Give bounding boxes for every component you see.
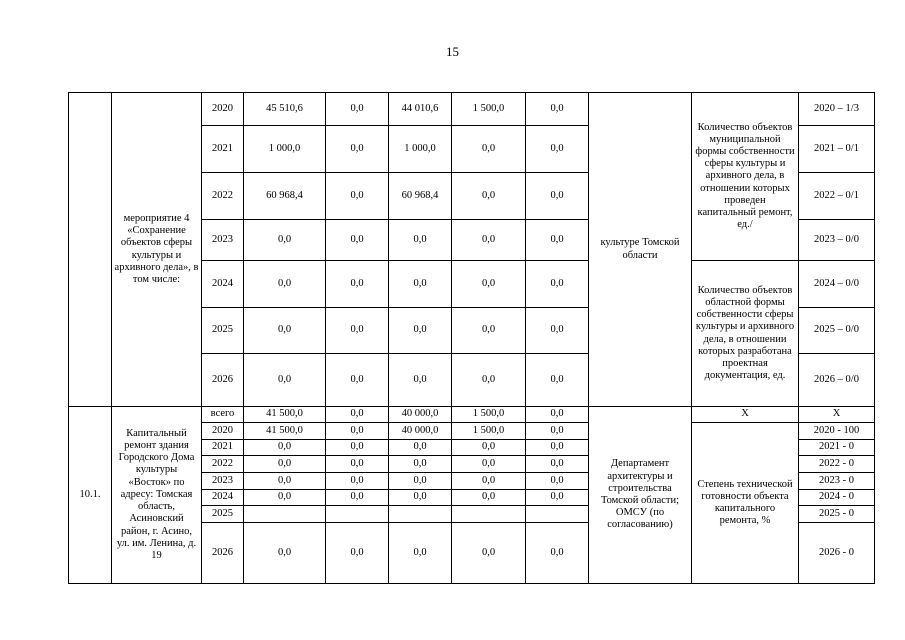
regional-cell: 0,0 <box>389 456 452 473</box>
federal-cell: 0,0 <box>326 407 389 423</box>
other-cell: 0,0 <box>526 93 589 126</box>
total-cell: 41 500,0 <box>244 423 326 440</box>
total-cell: 0,0 <box>244 523 326 584</box>
other-cell: 0,0 <box>526 423 589 440</box>
regional-cell: 60 968,4 <box>389 173 452 220</box>
local-cell: 0,0 <box>452 354 526 407</box>
indicator-value-cell: 2022 – 0/1 <box>799 173 875 220</box>
regional-cell: 0,0 <box>389 523 452 584</box>
page-number: 15 <box>446 44 459 59</box>
year-cell: 2026 <box>202 523 244 584</box>
local-cell: 1 500,0 <box>452 93 526 126</box>
local-cell: 0,0 <box>452 173 526 220</box>
indicator-value-cell: Х <box>799 407 875 423</box>
indicator-value-cell: 2024 - 0 <box>799 490 875 506</box>
local-cell: 0,0 <box>452 126 526 173</box>
executor-cell: культуре Томской области <box>589 93 692 407</box>
other-cell: 0,0 <box>526 220 589 261</box>
other-cell: 0,0 <box>526 173 589 220</box>
regional-cell: 44 010,6 <box>389 93 452 126</box>
year-cell: 2023 <box>202 473 244 490</box>
other-cell: 0,0 <box>526 523 589 584</box>
project-name-cell: Капитальный ремонт здания Городского Дома культуры «Восток» по адресу: Томская область, Асиновский район, г. Асино, ул. им. Ленина, д. 19 <box>112 407 202 584</box>
local-cell: 0,0 <box>452 308 526 354</box>
indicator-value-cell: 2022 - 0 <box>799 456 875 473</box>
federal-cell: 0,0 <box>326 473 389 490</box>
federal-cell: 0,0 <box>326 220 389 261</box>
local-cell: 0,0 <box>452 490 526 506</box>
local-cell: 1 500,0 <box>452 423 526 440</box>
indicator-cell: Количество объектов муниципальной формы собственности сферы культуры и архивного дела, в отношении которых проведен капитальный ремонт, ед./ <box>692 93 799 261</box>
regional-cell: 40 000,0 <box>389 423 452 440</box>
year-cell: 2026 <box>202 354 244 407</box>
indicator-value-cell: 2020 - 100 <box>799 423 875 440</box>
indicator-value-cell: 2025 - 0 <box>799 506 875 523</box>
year-cell: 2020 <box>202 423 244 440</box>
federal-cell: 0,0 <box>326 440 389 456</box>
other-cell: 0,0 <box>526 308 589 354</box>
other-cell: 0,0 <box>526 456 589 473</box>
federal-cell: 0,0 <box>326 354 389 407</box>
indicator-cell: Количество объектов областной формы собственности сферы культуры и архивного дела, в отношении которых разработана проектная документация, ед. <box>692 261 799 407</box>
total-cell: 0,0 <box>244 490 326 506</box>
other-cell: 0,0 <box>526 126 589 173</box>
total-cell: 45 510,6 <box>244 93 326 126</box>
federal-cell <box>326 506 389 523</box>
regional-cell: 40 000,0 <box>389 407 452 423</box>
year-cell: 2020 <box>202 93 244 126</box>
table-row <box>69 93 875 126</box>
federal-cell: 0,0 <box>326 456 389 473</box>
indicator-cell: Х <box>692 407 799 423</box>
total-cell: 41 500,0 <box>244 407 326 423</box>
federal-cell: 0,0 <box>326 523 389 584</box>
local-cell: 0,0 <box>452 456 526 473</box>
federal-cell: 0,0 <box>326 173 389 220</box>
year-cell: 2024 <box>202 261 244 308</box>
other-cell: 0,0 <box>526 473 589 490</box>
year-cell: 2024 <box>202 490 244 506</box>
total-cell <box>244 506 326 523</box>
indicator-value-cell: 2024 – 0/0 <box>799 261 875 308</box>
indicator-value-cell: 2026 - 0 <box>799 523 875 584</box>
federal-cell: 0,0 <box>326 308 389 354</box>
federal-cell: 0,0 <box>326 423 389 440</box>
local-cell <box>452 506 526 523</box>
indicator-value-cell: 2026 – 0/0 <box>799 354 875 407</box>
total-cell: 0,0 <box>244 354 326 407</box>
year-cell: 2022 <box>202 456 244 473</box>
federal-cell: 0,0 <box>326 126 389 173</box>
regional-cell: 0,0 <box>389 490 452 506</box>
local-cell: 0,0 <box>452 220 526 261</box>
federal-cell: 0,0 <box>326 93 389 126</box>
local-cell: 0,0 <box>452 523 526 584</box>
regional-cell: 0,0 <box>389 440 452 456</box>
regional-cell: 0,0 <box>389 220 452 261</box>
year-cell: 2023 <box>202 220 244 261</box>
indicator-value-cell: 2023 - 0 <box>799 473 875 490</box>
local-cell: 0,0 <box>452 440 526 456</box>
other-cell: 0,0 <box>526 440 589 456</box>
year-cell: 2021 <box>202 440 244 456</box>
regional-cell: 0,0 <box>389 261 452 308</box>
other-cell: 0,0 <box>526 261 589 308</box>
year-cell: всего <box>202 407 244 423</box>
row-number-cell: 10.1. <box>69 407 112 584</box>
year-cell: 2021 <box>202 126 244 173</box>
indicator-value-cell: 2020 – 1/3 <box>799 93 875 126</box>
total-cell: 0,0 <box>244 261 326 308</box>
indicator-value-cell: 2023 – 0/0 <box>799 220 875 261</box>
program-table <box>68 92 875 584</box>
indicator-cell: Степень технической готовности объекта капитального ремонта, % <box>692 423 799 584</box>
local-cell: 1 500,0 <box>452 407 526 423</box>
total-cell: 1 000,0 <box>244 126 326 173</box>
regional-cell: 0,0 <box>389 308 452 354</box>
total-cell: 0,0 <box>244 473 326 490</box>
indicator-value-cell: 2021 – 0/1 <box>799 126 875 173</box>
other-cell: 0,0 <box>526 407 589 423</box>
executor-cell: Департамент архитектуры и строительства Томской области; ОМСУ (по согласованию) <box>589 407 692 584</box>
table-row <box>69 407 875 423</box>
regional-cell: 1 000,0 <box>389 126 452 173</box>
regional-cell: 0,0 <box>389 473 452 490</box>
year-cell: 2022 <box>202 173 244 220</box>
measure-name-cell: мероприятие 4 «Сохранение объектов сферы культуры и архивного дела», в том числе: <box>112 93 202 407</box>
local-cell: 0,0 <box>452 261 526 308</box>
total-cell: 60 968,4 <box>244 173 326 220</box>
regional-cell <box>389 506 452 523</box>
indicator-value-cell: 2025 – 0/0 <box>799 308 875 354</box>
total-cell: 0,0 <box>244 308 326 354</box>
indicator-value-cell: 2021 - 0 <box>799 440 875 456</box>
other-cell: 0,0 <box>526 354 589 407</box>
year-cell: 2025 <box>202 506 244 523</box>
year-cell: 2025 <box>202 308 244 354</box>
row-number-cell <box>69 93 112 407</box>
total-cell: 0,0 <box>244 440 326 456</box>
other-cell <box>526 506 589 523</box>
other-cell: 0,0 <box>526 490 589 506</box>
federal-cell: 0,0 <box>326 261 389 308</box>
local-cell: 0,0 <box>452 473 526 490</box>
total-cell: 0,0 <box>244 220 326 261</box>
total-cell: 0,0 <box>244 456 326 473</box>
regional-cell: 0,0 <box>389 354 452 407</box>
federal-cell: 0,0 <box>326 490 389 506</box>
